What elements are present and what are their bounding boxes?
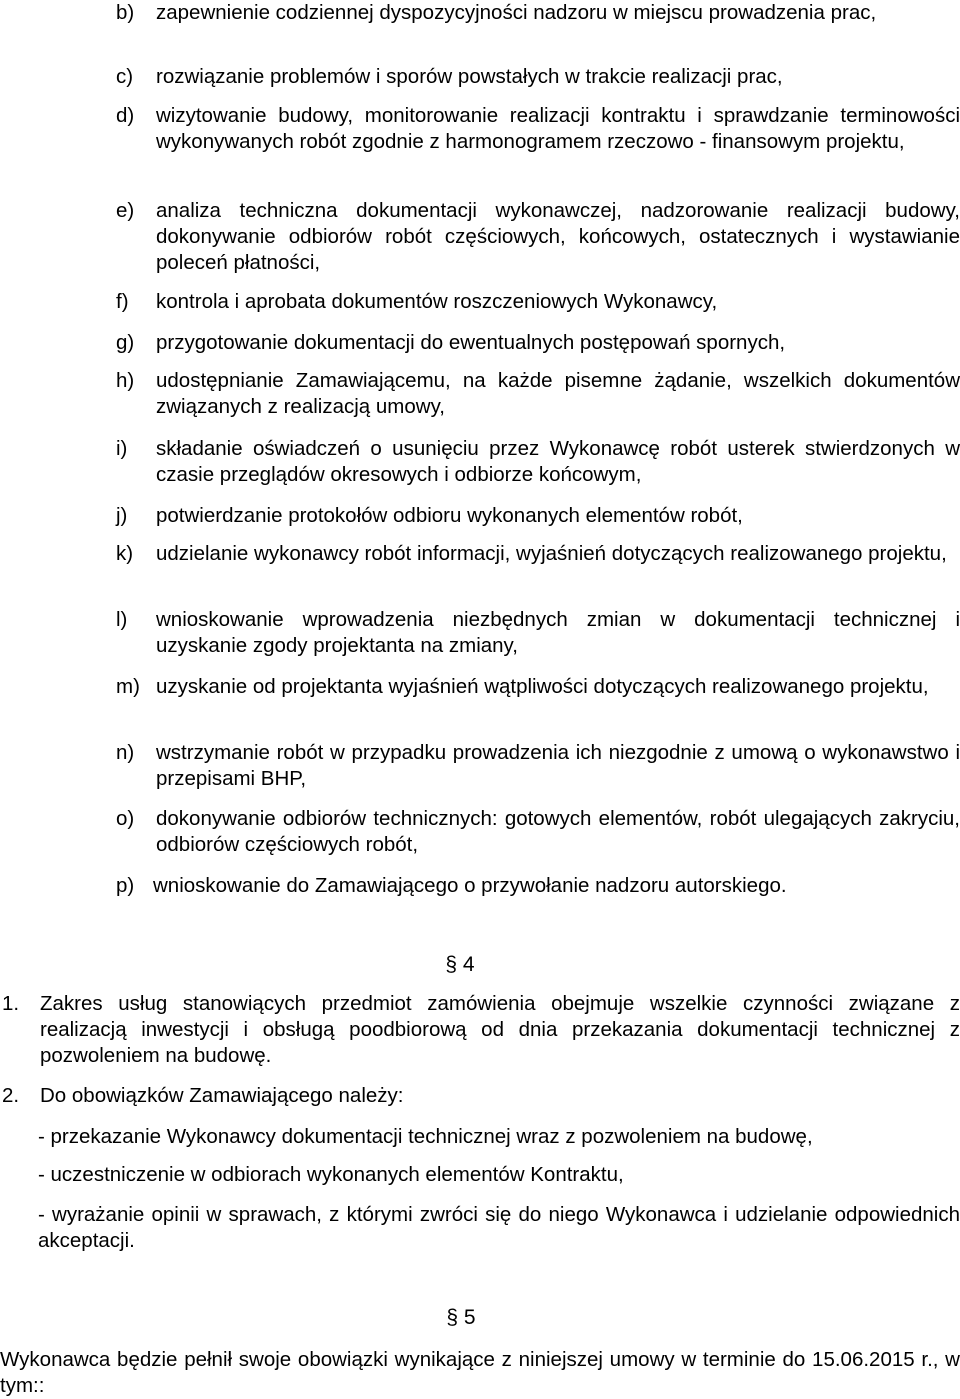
- list-item-j: [116, 503, 960, 529]
- paragraph-number: 2.: [2, 1084, 20, 1107]
- list-item-label: f): [116, 290, 129, 313]
- list-item-label: g): [116, 331, 135, 354]
- list-item-c: [116, 64, 960, 90]
- list-item-l: [116, 607, 960, 659]
- section-heading: § 5: [446, 1306, 476, 1329]
- section-heading: § 4: [445, 953, 475, 976]
- list-item-label: n): [116, 741, 135, 764]
- list-item-k: [116, 541, 960, 567]
- list-item-label: m): [116, 675, 140, 698]
- term-paragraph: Wykonawca będzie pełnił swoje obowiązki wynikające z niniejszej umowy w terminie do 15.06.2015 r., w tym::: [0, 1348, 960, 1397]
- list-item-text: rozwiązanie problemów i sporów powstałych w trakcie realizacji prac,: [156, 65, 783, 88]
- list-item-text: udostępnianie Zamawiającemu, na każde pisemne żądanie, wszelkich dokumentów związanych z realizacją umowy,: [156, 369, 960, 418]
- list-item-b: [116, 0, 960, 26]
- list-item-text: dokonywanie odbiorów technicznych: gotowych elementów, robót ulegających zakryciu, odbiorów częściowych robót,: [156, 807, 960, 856]
- paragraph-text: Do obowiązków Zamawiającego należy:: [40, 1084, 404, 1107]
- list-item-d: [116, 103, 960, 155]
- paragraph-text: Zakres usług stanowiących przedmiot zamówienia obejmuje wszelkie czynności związane z realizacją inwestycji i obsługą poodbiorową od dnia przekazania dokumentacji technicznej z pozwoleniem na budowę.: [40, 992, 960, 1067]
- list-item-text: wnioskowanie do Zamawiającego o przywołanie nadzoru autorskiego.: [153, 874, 787, 897]
- list-item-text: przygotowanie dokumentacji do ewentualnych postępowań spornych,: [156, 331, 786, 354]
- duty-item: - wyrażanie opinii w sprawach, z którymi zwróci się do niego Wykonawca i udzielanie odpowiednich akceptacji.: [38, 1203, 960, 1252]
- list-item-i: [116, 436, 960, 488]
- list-item-label: e): [116, 199, 135, 222]
- paragraph-2: [0, 1083, 960, 1109]
- list-item-label: d): [116, 104, 135, 127]
- list-item-text: wnioskowanie wprowadzenia niezbędnych zmian w dokumentacji technicznej i uzyskanie zgody projektanta na zmiany,: [156, 608, 960, 657]
- list-item-text: zapewnienie codziennej dyspozycyjności nadzoru w miejscu prowadzenia prac,: [156, 1, 877, 24]
- list-item-p: [116, 873, 960, 899]
- list-item-label: j): [116, 504, 128, 527]
- list-item-o: [116, 806, 960, 858]
- list-item-f: [116, 289, 960, 315]
- list-item-label: l): [116, 608, 128, 631]
- list-item-label: k): [116, 542, 134, 565]
- duty-item: - uczestniczenie w odbiorach wykonanych elementów Kontraktu,: [38, 1163, 624, 1186]
- list-item-label: h): [116, 369, 135, 392]
- paragraph-number: 1.: [2, 992, 20, 1015]
- list-item-text: analiza techniczna dokumentacji wykonawczej, nadzorowanie realizacji budowy, dokonywanie odbiorów robót częściowych, końcowych, ostatecznych i wystawianie poleceń płatności,: [156, 199, 960, 274]
- list-item-h: [116, 368, 960, 420]
- list-item-n: [116, 740, 960, 792]
- list-item-text: uzyskanie od projektanta wyjaśnień wątpliwości dotyczących realizowanego projektu,: [156, 675, 929, 698]
- list-item-label: b): [116, 1, 135, 24]
- list-item-text: składanie oświadczeń o usunięciu przez Wykonawcę robót usterek stwierdzonych w czasie przeglądów okresowych i odbiorze końcowym,: [156, 437, 960, 486]
- list-item-g: [116, 330, 960, 356]
- list-item-text: kontrola i aprobata dokumentów roszczeniowych Wykonawcy,: [156, 290, 718, 313]
- list-item-label: i): [116, 437, 128, 460]
- duty-item: - przekazanie Wykonawcy dokumentacji technicznej wraz z pozwoleniem na budowę,: [38, 1125, 813, 1148]
- list-item-e: [116, 198, 960, 276]
- list-item-label: c): [116, 65, 134, 88]
- list-item-text: wizytowanie budowy, monitorowanie realizacji kontraktu i sprawdzanie terminowości wykonywanych robót zgodnie z harmonogramem rzeczowo - finansowym projektu,: [156, 104, 960, 153]
- list-item-text: potwierdzanie protokołów odbioru wykonanych elementów robót,: [156, 504, 743, 527]
- list-item-text: udzielanie wykonawcy robót informacji, wyjaśnień dotyczących realizowanego projektu,: [156, 542, 947, 565]
- list-item-m: [116, 674, 960, 700]
- list-item-label: p): [116, 874, 135, 897]
- list-item-label: o): [116, 807, 135, 830]
- paragraph-1: [0, 991, 960, 1069]
- list-item-text: wstrzymanie robót w przypadku prowadzenia ich niezgodnie z umową o wykonawstwo i przepisami BHP,: [156, 741, 960, 790]
